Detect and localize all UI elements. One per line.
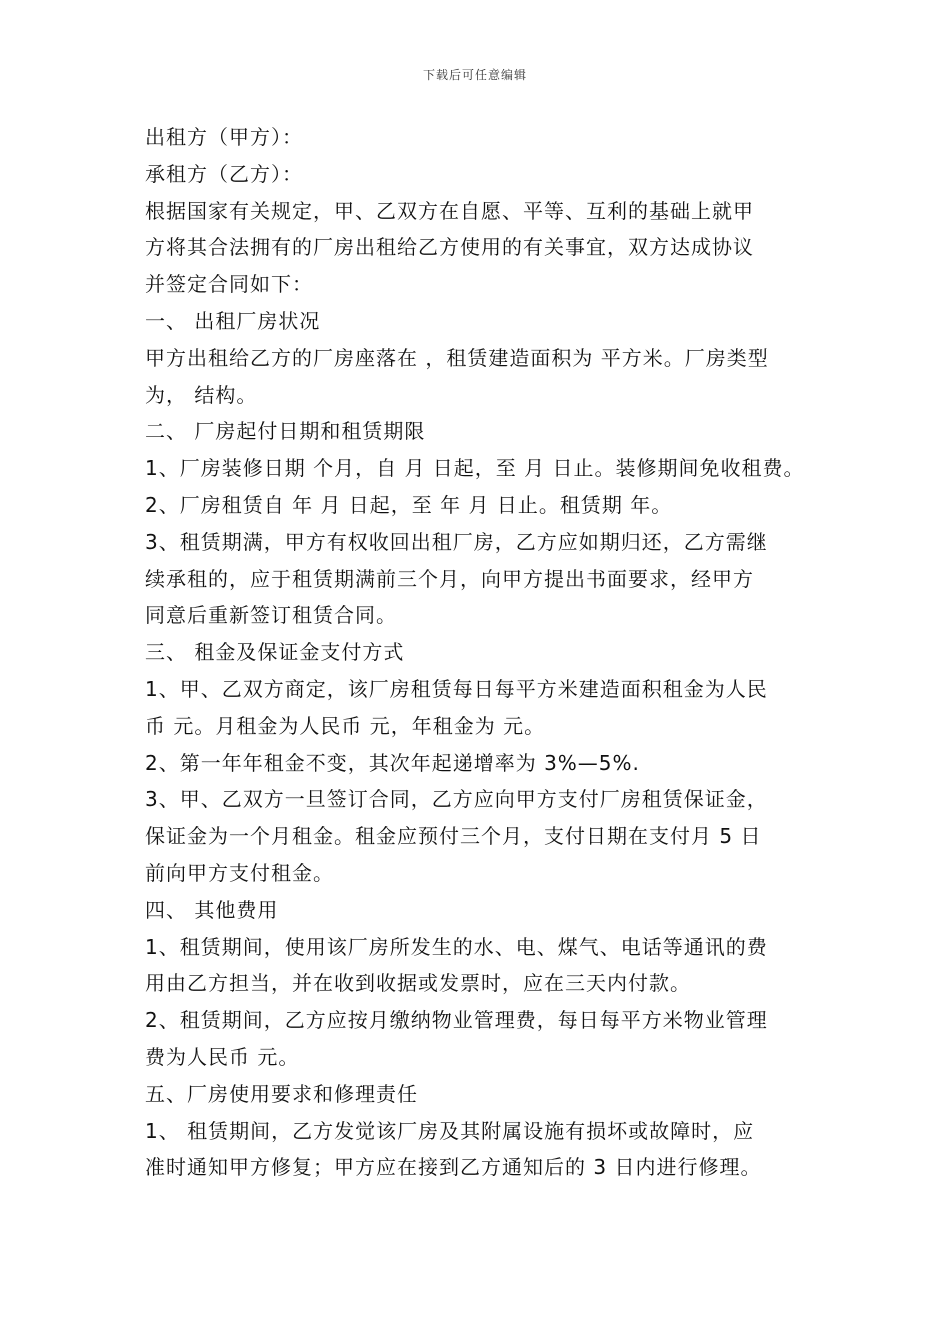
section-2-clause-3-line-3: 同意后重新签订租赁合同。: [145, 603, 397, 628]
page-header-note: 下载后可任意编辑: [422, 68, 527, 82]
section-1-line-1: 甲方出租给乙方的厂房座落在 ，租赁建造面积为 平方米。厂房类型: [145, 345, 769, 370]
section-heading-4: 四、 其他费用: [145, 897, 279, 922]
preamble-line-3: 并签定合同如下：: [145, 272, 313, 297]
contract-body: [145, 119, 815, 1186]
section-3-clause-1-line-1: 1、甲、乙双方商定，该厂房租赁每日每平方米建造面积租金为人民: [145, 676, 768, 701]
section-5-clause-1-line-1: 1、 租赁期间，乙方发觉该厂房及其附属设施有损坏或故障时，应: [145, 1118, 755, 1143]
section-5-clause-1-line-2: 准时通知甲方修复；甲方应在接到乙方通知后的 3 日内进行修理。: [145, 1155, 762, 1180]
section-2-clause-3-line-1: 3、租赁期满，甲方有权收回出租厂房，乙方应如期归还，乙方需继: [145, 529, 768, 554]
lessor-line: 出租方（甲方）：: [145, 125, 303, 149]
section-4-clause-2-line-1: 2、租赁期间，乙方应按月缴纳物业管理费，每日每平方米物业管理: [145, 1008, 768, 1033]
section-2-clause-2: 2、厂房租赁自 年 月 日起，至 年 月 日止。租赁期 年。: [145, 492, 673, 517]
section-3-clause-2: 2、第一年年租金不变，其次年起递增率为 3%—5%.: [145, 750, 640, 775]
section-3-clause-3-line-1: 3、甲、乙双方一旦签订合同，乙方应向甲方支付厂房租赁保证金，: [145, 787, 768, 812]
section-heading-2: 二、 厂房起付日期和租赁期限: [145, 419, 426, 444]
section-2-clause-3-line-2: 续承租的，应于租赁期满前三个月，向甲方提出书面要求，经甲方: [145, 566, 754, 591]
section-1-line-2: 为， 结构。: [145, 382, 258, 407]
section-3-clause-3-line-3: 前向甲方支付租金。: [145, 860, 334, 885]
lessee-line: 承租方（乙方）：: [145, 161, 303, 186]
section-heading-1: 一、 出租厂房状况: [145, 308, 321, 333]
preamble-line-1: 根据国家有关规定，甲、乙双方在自愿、平等、互利的基础上就甲: [145, 198, 754, 223]
section-2-clause-1: 1、厂房装修日期 个月，自 月 日起，至 月 日止。装修期间免收租费。: [145, 456, 805, 481]
section-4-clause-1-line-1: 1、租赁期间，使用该厂房所发生的水、电、煤气、电话等通讯的费: [145, 934, 768, 959]
section-4-clause-2-line-2: 费为人民币 元。: [145, 1044, 300, 1069]
section-3-clause-3-line-2: 保证金为一个月租金。租金应预付三个月，支付日期在支付月 5 日: [145, 824, 762, 849]
preamble-line-2: 方将其合法拥有的厂房出租给乙方使用的有关事宜，双方达成协议: [145, 235, 754, 260]
section-3-clause-1-line-2: 币 元。月租金为人民币 元，年租金为 元。: [145, 713, 546, 738]
section-4-clause-1-line-2: 用由乙方担当，并在收到收据或发票时，应在三天内付款。: [145, 971, 691, 996]
section-heading-3: 三、 租金及保证金支付方式: [145, 640, 405, 665]
section-heading-5: 五、厂房使用要求和修理责任: [145, 1081, 418, 1106]
